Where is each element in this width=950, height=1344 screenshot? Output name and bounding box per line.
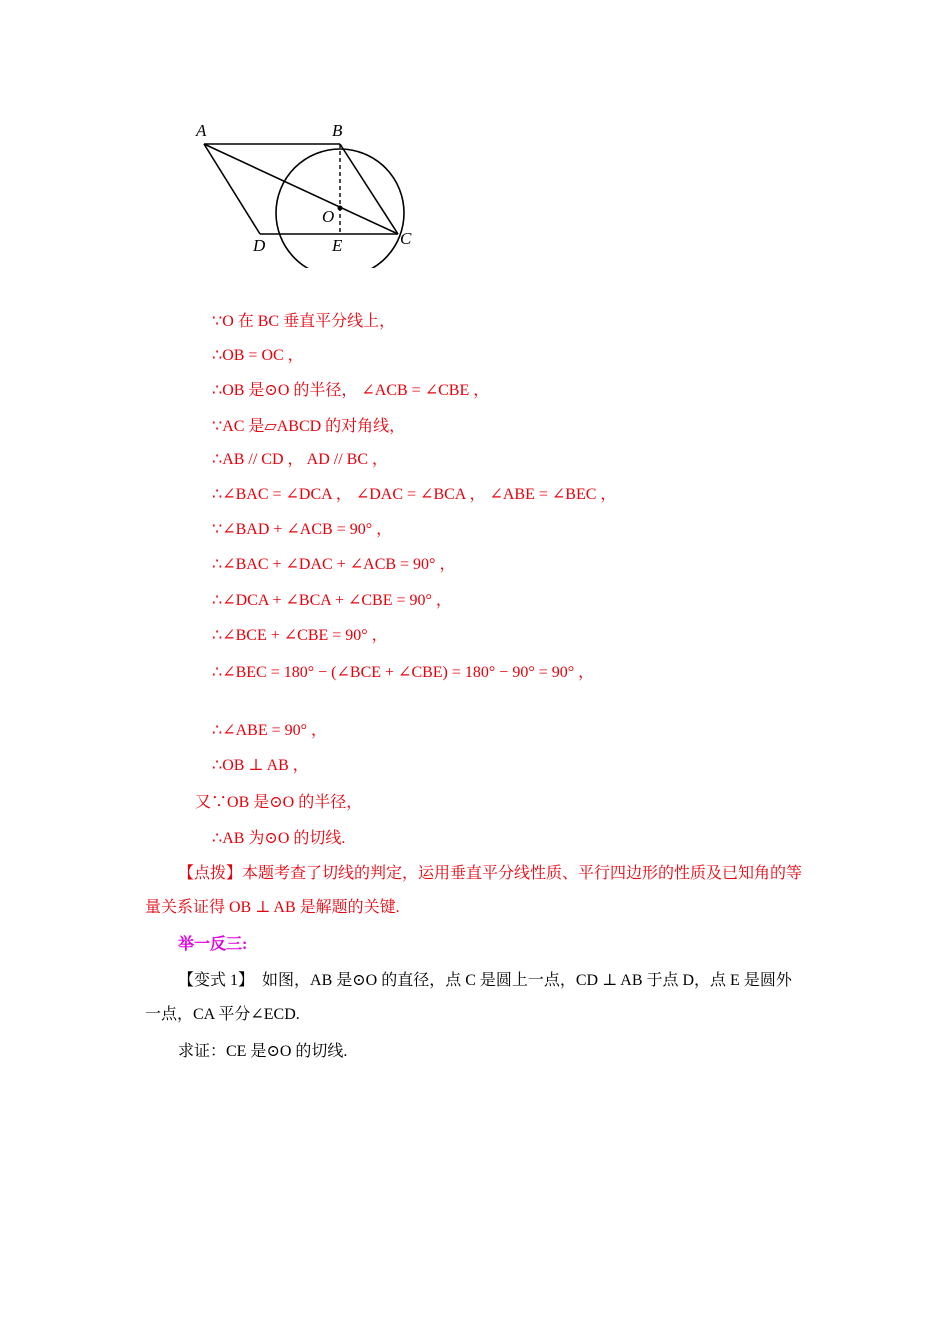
variant-label: 【变式 1】 <box>178 972 255 989</box>
proof-line-2 <box>212 345 304 367</box>
proof-prefix: ∴ <box>212 627 223 644</box>
label-a: A <box>196 121 207 140</box>
proof-line-5 <box>212 449 388 471</box>
proof-prefix: 又∵ <box>195 794 228 811</box>
proof-prefix: ∵ <box>212 521 223 538</box>
tip-paragraph <box>145 857 805 925</box>
proof-text: O 在 BC 垂直平分线上， <box>222 313 396 330</box>
proof-text: AC 是▱ABCD 的对角线， <box>222 418 406 435</box>
proof-prefix: ∴ <box>212 757 223 774</box>
tip-label: 【点拨】 <box>178 865 243 882</box>
label-c: C <box>400 229 412 248</box>
proof-prefix: ∴ <box>212 382 223 399</box>
proof-line-1 <box>212 311 395 333</box>
proof-text: ∠BAC + ∠DAC + ∠ACB = 90° ， <box>222 556 456 573</box>
proof-prefix: ∴ <box>212 486 223 503</box>
proof-line-7 <box>212 519 392 541</box>
proof-prefix: ∴ <box>212 451 223 468</box>
proof-line-6 <box>212 484 616 506</box>
proof-line-3 <box>212 380 489 402</box>
label-o: O <box>322 207 335 226</box>
proof-text: ∠BCE + ∠CBE = 90° ， <box>222 627 388 644</box>
proof-line-14 <box>195 792 362 814</box>
proof-text: ∠BAC = ∠DCA ， ∠DAC = ∠BCA ， ∠ABE = ∠BEC ， <box>222 486 617 503</box>
proof-prefix: ∴ <box>212 347 223 364</box>
proof-text: OB ⊥ AB ， <box>222 757 309 774</box>
label-d: D <box>253 236 266 255</box>
proof-prefix: ∵ <box>212 313 223 330</box>
proof-prefix: ∵ <box>212 418 223 435</box>
label-e: E <box>332 236 343 255</box>
proof-line-4 <box>212 416 405 438</box>
tip-text: 本题考查了切线的判定，运用垂直平分线性质、平行四边形的性质及已知角的等量关系证得 OB ⊥ AB 是解题的关键. <box>145 865 803 916</box>
proof-text: OB = OC ， <box>222 347 304 364</box>
proof-line-10 <box>212 625 388 647</box>
variant-paragraph <box>145 964 805 1032</box>
proof-line-15 <box>212 828 345 850</box>
proof-text: ∠BAD + ∠ACB = 90° ， <box>222 521 393 538</box>
proof-text: AB 为⊙O 的切线. <box>222 830 346 847</box>
proof-text: ∠DCA + ∠BCA + ∠CBE = 90° ， <box>222 592 452 609</box>
proof-line-12 <box>212 720 327 742</box>
proof-line-13 <box>212 755 309 777</box>
proof-line-9 <box>212 590 452 612</box>
prove-statement: 求证：CE 是⊙O 的切线. <box>178 1043 348 1060</box>
proof-prefix: ∴ <box>212 722 223 739</box>
proof-prefix: ∴ <box>212 664 223 681</box>
proof-text: OB 是⊙O 的半径， <box>227 794 363 811</box>
proof-prefix: ∴ <box>212 556 223 573</box>
proof-text: AB // CD ， AD // BC ， <box>222 451 388 468</box>
proof-text: ∠ABE = 90° ， <box>222 722 328 739</box>
geometry-figure <box>190 118 420 268</box>
label-b: B <box>332 121 343 140</box>
proof-line-8 <box>212 554 455 576</box>
proof-text: ∠BEC = 180° − (∠BCE + ∠CBE) = 180° − 90° = 90° ， <box>222 664 595 681</box>
proof-text: OB 是⊙O 的半径， ∠ACB = ∠CBE ， <box>222 382 490 399</box>
proof-prefix: ∴ <box>212 592 223 609</box>
proof-prefix: ∴ <box>212 830 223 847</box>
section-title: 举一反三: <box>178 936 248 953</box>
proof-line-11 <box>212 662 594 684</box>
center-point <box>338 206 343 211</box>
variant-text: 如图，AB 是⊙O 的直径，点 C 是圆上一点，CD ⊥ AB 于点 D，点 E 是圆外一点，CA 平分∠ECD. <box>145 972 792 1023</box>
